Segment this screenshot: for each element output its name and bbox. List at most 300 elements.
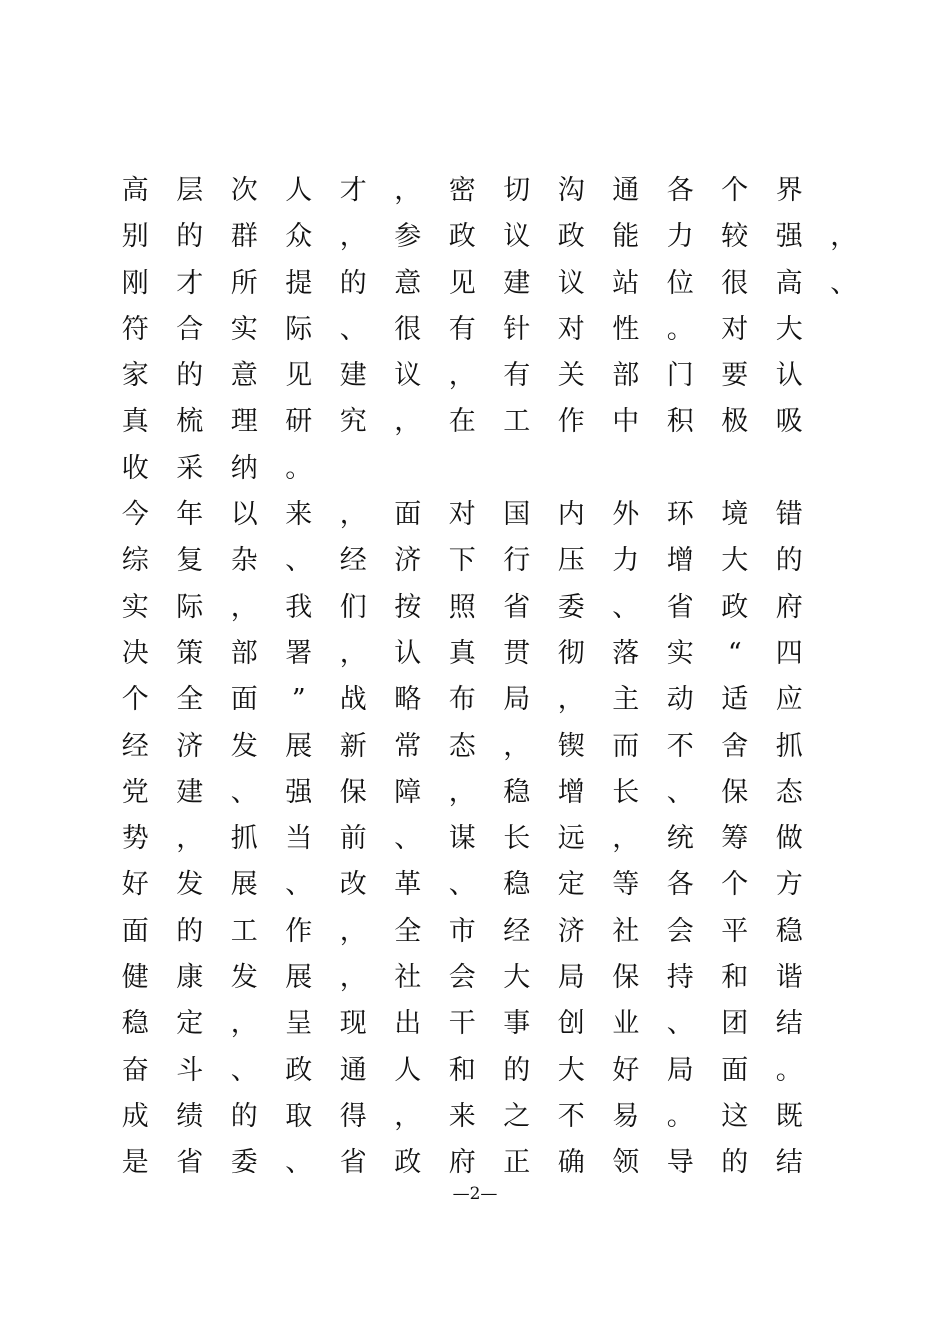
text-char: 社 [394,962,422,994]
text-char: 今 [121,499,149,531]
text-char: 。 [285,452,313,484]
text-char: 态 [448,730,476,762]
text-char: 部 [230,637,258,669]
text-char: 舍 [721,730,749,762]
text-char: 别 [121,221,149,253]
text-char: 济 [176,730,204,762]
text-char: 的 [721,1147,749,1179]
text-char: 稳 [503,869,531,901]
text-char: 决 [121,637,149,669]
text-char: ， [339,637,367,669]
text-char: 局 [557,962,585,994]
text-char: 意 [230,360,258,392]
text-line [108,770,858,816]
text-char: 济 [394,545,422,577]
text-char: 年 [176,499,204,531]
text-char: 新 [339,730,367,762]
text-line [108,307,858,353]
text-char: 和 [721,962,749,994]
text-char: 经 [121,730,149,762]
text-char: 个 [721,869,749,901]
text-char: 经 [339,545,367,577]
text-char: 创 [557,1008,585,1040]
text-char: 展 [285,962,313,994]
text-char: 面 [230,684,258,716]
text-char: 、 [339,313,367,345]
text-char: 党 [121,776,149,808]
text-char: 外 [612,499,640,531]
text-line [108,724,858,770]
text-char: 展 [230,869,258,901]
text-char: 改 [339,869,367,901]
text-char: 的 [230,1100,258,1132]
text-char: 才 [176,267,204,299]
text-char: 对 [448,499,476,531]
text-char: 作 [557,406,585,438]
text-char: 保 [339,776,367,808]
text-char: 全 [176,684,204,716]
text-char: 全 [394,915,422,947]
text-char: 、 [448,869,476,901]
text-char: ， [176,823,204,855]
text-char: 康 [176,962,204,994]
text-char: 性 [612,313,640,345]
text-char: 领 [612,1147,640,1179]
page-number: —2— [452,1184,498,1204]
text-line [108,631,858,677]
body-text [108,168,858,1187]
text-char: 。 [666,1100,694,1132]
text-char: 复 [176,545,204,577]
text-char: 人 [394,1054,422,1086]
text-char: 极 [721,406,749,438]
text-char: 、 [230,776,258,808]
text-char: 持 [666,962,694,994]
text-char: 取 [285,1100,313,1132]
text-char: 略 [394,684,422,716]
text-char: 来 [285,499,313,531]
text-char: 界 [775,175,803,206]
text-char: 适 [721,684,749,716]
text-char: 势 [121,823,149,855]
text-line [108,585,858,631]
text-char: 面 [121,915,149,947]
text-char: 的 [176,915,204,947]
text-char: 采 [176,452,204,484]
text-char: 真 [121,406,149,438]
text-char: 稳 [775,915,803,947]
text-char: 的 [339,267,367,299]
text-char: 纳 [230,452,258,484]
text-char: 而 [612,730,640,762]
text-char: 保 [721,776,749,808]
text-line [108,1001,858,1047]
text-char: ， [339,221,367,253]
text-char: 究 [339,406,367,438]
text-char: 中 [612,406,640,438]
text-char: 增 [557,776,585,808]
text-char: 委 [557,591,585,623]
text-char: 、 [666,1008,694,1040]
text-char: 这 [721,1100,749,1132]
text-char: 省 [339,1147,367,1179]
text-char: 大 [557,1054,585,1086]
text-char: 动 [666,684,694,716]
text-char: 梳 [176,406,204,438]
text-char: ， [394,175,422,206]
text-line [108,909,858,955]
text-line [108,955,858,1001]
text-char: 常 [394,730,422,762]
text-char: 刚 [121,267,149,299]
text-char: ” [291,684,306,716]
text-char: 很 [394,313,422,345]
text-char: 参 [394,221,422,253]
text-char: 大 [775,313,803,345]
text-char: 才 [339,175,367,206]
text-char: 结 [775,1008,803,1040]
text-char: 门 [666,360,694,392]
text-char: 应 [775,684,803,716]
text-char: 的 [775,545,803,577]
text-char: 谋 [448,823,476,855]
text-char: 意 [394,267,422,299]
text-char: 错 [775,499,803,531]
text-char: 导 [666,1147,694,1179]
text-char: 际 [176,591,204,623]
text-char: 力 [666,221,694,253]
text-char: 稳 [503,776,531,808]
text-char: 针 [503,313,531,345]
text-char: 署 [285,637,313,669]
text-char: 结 [775,1147,803,1179]
text-char: ， [448,360,476,392]
text-char: 发 [230,730,258,762]
text-char: 较 [721,221,749,253]
text-char: 际 [285,313,313,345]
text-char: 在 [448,406,476,438]
text-char: 正 [503,1147,531,1179]
text-char: 大 [721,545,749,577]
text-line [108,168,858,214]
text-char: 不 [666,730,694,762]
text-char: 强 [775,221,803,253]
text-char: 筹 [721,823,749,855]
text-char: 障 [394,776,422,808]
text-char: 吸 [775,406,803,438]
text-char: 认 [775,360,803,392]
text-char: 强 [285,776,313,808]
text-char: ， [394,1100,422,1132]
text-char: 现 [339,1008,367,1040]
text-char: 面 [721,1054,749,1086]
text-char: 健 [121,962,149,994]
text-char: 之 [503,1100,531,1132]
text-char: 认 [394,637,422,669]
text-char: 、 [285,869,313,901]
text-char: 见 [448,267,476,299]
text-char: 政 [448,221,476,253]
text-char: 对 [557,313,585,345]
text-char: 出 [394,1008,422,1040]
text-char: 贯 [503,637,531,669]
text-char: ， [448,776,476,808]
text-char: 力 [612,545,640,577]
text-char: 积 [666,406,694,438]
text-line [108,446,858,492]
text-char: 奋 [121,1054,149,1086]
text-char: 、 [666,776,694,808]
text-char: 部 [612,360,640,392]
text-char: 省 [176,1147,204,1179]
text-char: 会 [666,915,694,947]
text-char: 是 [121,1147,149,1179]
text-char: 政 [285,1054,313,1086]
text-char: 通 [612,175,640,206]
text-char: 见 [285,360,313,392]
text-char: ， [394,406,422,438]
text-char: 呈 [285,1008,313,1040]
text-char: 抓 [775,730,803,762]
text-char: ， [230,591,258,623]
text-char: 干 [448,1008,476,1040]
text-char: 以 [230,499,258,531]
text-char: 长 [612,776,640,808]
text-char: 议 [503,221,531,253]
text-char: 我 [285,591,313,623]
text-char: 有 [503,360,531,392]
text-char: 研 [285,406,313,438]
text-char: ， [339,499,367,531]
text-char: 不 [557,1100,585,1132]
text-char: 当 [285,823,313,855]
text-char: 政 [721,591,749,623]
text-char: 关 [557,360,585,392]
text-char: 下 [448,545,476,577]
text-char: 抓 [230,823,258,855]
text-char: ， [230,1008,258,1040]
text-char: 工 [230,915,258,947]
text-char: 境 [721,499,749,531]
text-char: 平 [721,915,749,947]
text-char: 谐 [775,962,803,994]
text-char: 稳 [121,1008,149,1040]
text-char: 实 [121,591,149,623]
text-line [108,1140,858,1186]
text-char: ， [612,823,640,855]
text-char: 符 [121,313,149,345]
text-char: 、 [285,545,313,577]
text-char: 综 [121,545,149,577]
text-char: 业 [612,1008,640,1040]
text-char: 政 [394,1147,422,1179]
text-char: 各 [666,175,694,206]
text-char: 、 [285,1147,313,1179]
text-char: 府 [448,1147,476,1179]
text-char: 和 [448,1054,476,1086]
text-char: 展 [285,730,313,762]
text-char: 保 [612,962,640,994]
text-char: 要 [721,360,749,392]
text-line [108,1048,858,1094]
text-char: 次 [230,175,258,206]
text-char: 斗 [176,1054,204,1086]
text-char: 、 [830,267,858,299]
text-char: 位 [666,267,694,299]
text-line [108,862,858,908]
text-char: 有 [448,313,476,345]
text-char: 面 [394,499,422,531]
text-char: 照 [448,591,476,623]
text-char: 团 [721,1008,749,1040]
text-char: 统 [666,823,694,855]
text-char: 内 [557,499,585,531]
text-char: 密 [448,175,476,206]
text-char: 会 [448,962,476,994]
text-char: 局 [503,684,531,716]
text-char: 站 [612,267,640,299]
text-char: 好 [121,869,149,901]
text-char: 革 [394,869,422,901]
text-char: 增 [666,545,694,577]
text-char: 、 [394,823,422,855]
text-char: 们 [339,591,367,623]
text-line [108,399,858,445]
text-char: 、 [230,1054,258,1086]
text-char: 定 [557,869,585,901]
text-char: 理 [230,406,258,438]
text-char: 真 [448,637,476,669]
text-char: 态 [775,776,803,808]
text-char: 切 [503,175,531,206]
text-char: 社 [612,915,640,947]
text-char: 既 [775,1100,803,1132]
text-char: 、 [612,591,640,623]
text-char: 委 [230,1147,258,1179]
text-char: 所 [230,267,258,299]
text-char: 布 [448,684,476,716]
text-char: 远 [557,823,585,855]
text-char: 高 [121,175,149,206]
text-char: 发 [176,869,204,901]
text-char: 沟 [557,175,585,206]
text-line [108,816,858,862]
text-char: 战 [339,684,367,716]
text-char: 人 [285,175,313,206]
text-line [108,677,858,723]
text-char: 议 [557,267,585,299]
text-char: 实 [666,637,694,669]
text-char: 行 [503,545,531,577]
text-char: 定 [176,1008,204,1040]
text-line [108,1094,858,1140]
text-char: 好 [612,1054,640,1086]
text-char: 济 [557,915,585,947]
text-char: 做 [775,823,803,855]
text-char: 压 [557,545,585,577]
text-char: 成 [121,1100,149,1132]
text-char: 确 [557,1147,585,1179]
text-char: 各 [666,869,694,901]
text-char: 得 [339,1100,367,1132]
text-char: 层 [176,175,204,206]
text-char: 个 [721,175,749,206]
text-char: 能 [612,221,640,253]
text-char: 策 [176,637,204,669]
text-char: 事 [503,1008,531,1040]
text-char: 主 [612,684,640,716]
text-char: 等 [612,869,640,901]
text-char: 群 [230,221,258,253]
text-char: 作 [285,915,313,947]
text-char: ， [557,684,585,716]
text-char: 落 [612,637,640,669]
text-char: 四 [775,637,803,669]
text-char: 建 [176,776,204,808]
text-char: 收 [121,452,149,484]
text-char: 很 [721,267,749,299]
text-char: 的 [503,1054,531,1086]
text-char: 对 [721,313,749,345]
text-line [108,353,858,399]
text-char: 省 [503,591,531,623]
text-char: 环 [666,499,694,531]
text-char: 来 [448,1100,476,1132]
text-char: 通 [339,1054,367,1086]
text-char: ， [339,915,367,947]
text-char: 高 [775,267,803,299]
text-char: 易 [612,1100,640,1132]
text-char: 杂 [230,545,258,577]
text-char: 市 [448,915,476,947]
text-char: 的 [176,360,204,392]
text-line [108,261,858,307]
text-char: 政 [557,221,585,253]
text-char: 建 [503,267,531,299]
text-char: “ [727,637,742,669]
text-char: 工 [503,406,531,438]
text-line [108,492,858,538]
text-line [108,538,858,584]
text-char: 按 [394,591,422,623]
text-char: ， [503,730,531,762]
text-char: 国 [503,499,531,531]
text-char: 彻 [557,637,585,669]
text-char: ， [830,221,858,253]
text-char: 经 [503,915,531,947]
text-line [108,214,858,260]
text-char: 前 [339,823,367,855]
text-char: 家 [121,360,149,392]
text-char: 发 [230,962,258,994]
text-char: 合 [176,313,204,345]
text-char: 锲 [557,730,585,762]
text-char: 省 [666,591,694,623]
text-char: 方 [775,869,803,901]
text-char: 个 [121,684,149,716]
text-char: 府 [775,591,803,623]
text-char: 局 [666,1054,694,1086]
text-char: 实 [230,313,258,345]
text-char: 的 [176,221,204,253]
text-char: 提 [285,267,313,299]
text-char: 。 [666,313,694,345]
text-char: 大 [503,962,531,994]
text-char: 。 [775,1054,803,1086]
text-char: 建 [339,360,367,392]
text-char: 议 [394,360,422,392]
text-char: 绩 [176,1100,204,1132]
